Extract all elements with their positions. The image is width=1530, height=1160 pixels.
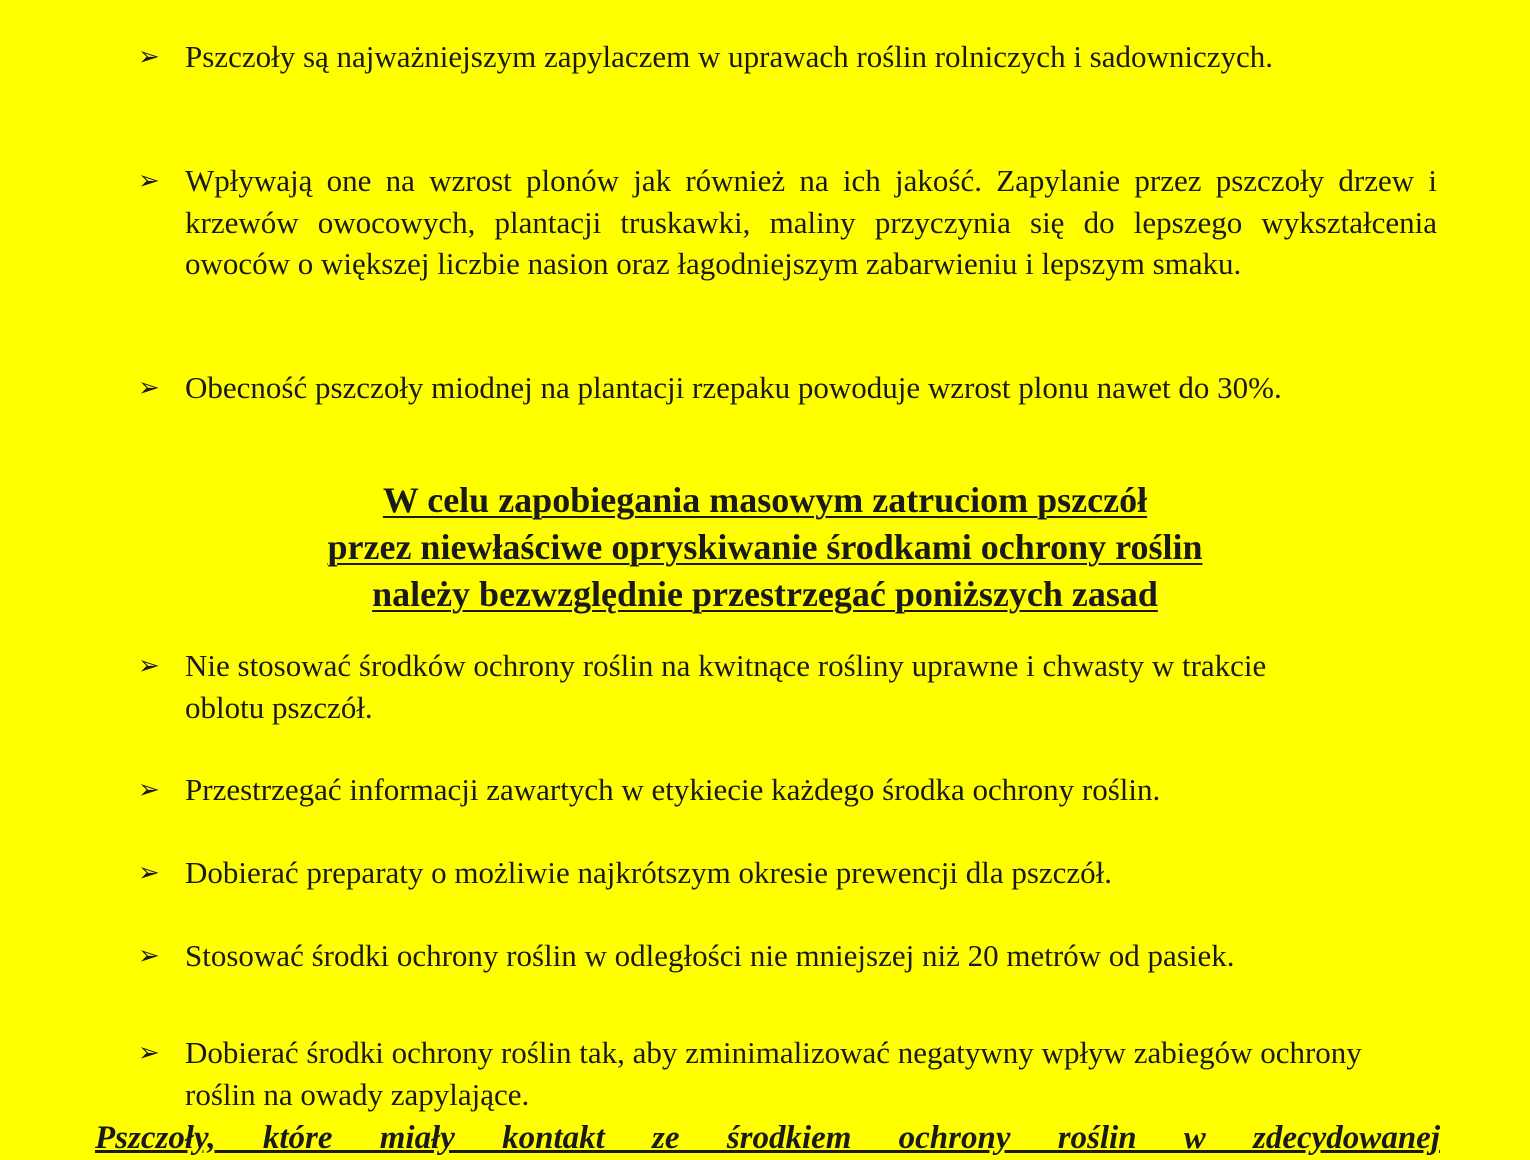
bullet-item [138,160,1438,285]
rule-item [138,852,1438,894]
bullet-text: Obecność pszczoły miodnej na plantacji rzepaku powoduje wzrost plonu nawet do 30%. [185,370,1282,405]
arrow-bullet-icon: ➢ [138,941,160,970]
heading-line: przez niewłaściwe opryskiwanie środkami ochrony roślin [327,527,1203,567]
arrow-bullet-icon: ➢ [138,42,160,71]
arrow-bullet-icon: ➢ [138,1038,160,1067]
rule-text: Dobierać środki ochrony roślin tak, aby zminimalizować negatywny wpływ zabiegów ochrony roślin na owady zapylające. [185,1035,1362,1112]
rule-text: Dobierać preparaty o możliwie najkrótszym okresie prewencji dla pszczół. [185,855,1113,890]
arrow-bullet-icon: ➢ [138,775,160,804]
heading-line: W celu zapobiegania masowym zatruciom pszczół [382,480,1148,520]
rule-text: Nie stosować środków ochrony roślin na kwitnące rośliny uprawne i chwasty w trakcie oblotu pszczół. [185,648,1267,725]
heading-line: należy bezwzględnie przestrzegać poniższych zasad [372,574,1158,614]
rule-item [138,645,1438,728]
arrow-bullet-icon: ➢ [138,166,160,195]
rule-item [138,935,1438,977]
bullet-text: Wpływają one na wzrost plonów jak również na ich jakość. Zapylanie przez pszczoły drzew i krzewów owocowych, plantacji truskawki, maliny przyczynia się do lepszego wykształcenia owoców o większej liczbie nasion oraz łagodniejszym zabarwieniu i lepszym smaku. [185,163,1437,281]
warning-footer-text: Pszczoły, które miały kontakt ze środkiem ochrony roślin w zdecydowanej [95,1120,1440,1156]
arrow-bullet-icon: ➢ [138,373,160,402]
arrow-bullet-icon: ➢ [138,858,160,887]
bullet-item [138,367,1438,409]
bullet-item [138,36,1438,78]
rule-item [138,769,1438,811]
rule-item [138,1032,1438,1115]
arrow-bullet-icon: ➢ [138,651,160,680]
rule-text: Stosować środki ochrony roślin w odległości nie mniejszej niż 20 metrów od pasiek. [185,938,1235,973]
rules-heading [0,477,1530,618]
bullet-text: Pszczoły są najważniejszym zapylaczem w uprawach roślin rolniczych i sadowniczych. [185,39,1274,74]
rule-text: Przestrzegać informacji zawartych w etykiecie każdego środka ochrony roślin. [185,772,1161,807]
